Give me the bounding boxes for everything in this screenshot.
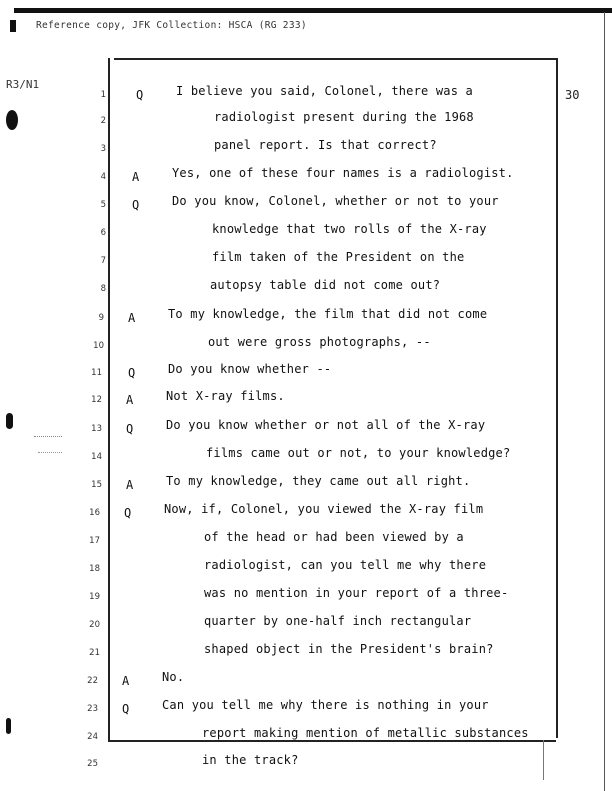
speaker-label: A [126, 478, 134, 492]
header-note: Reference copy, JFK Collection: HSCA (RG 233) [36, 20, 307, 31]
page-frame-top [114, 58, 558, 60]
transcript-line: quarter by one-half inch rectangular [204, 614, 472, 628]
margin-code: R3/N1 [6, 78, 40, 91]
line-number: 22 [87, 676, 98, 686]
transcript-line: report making mention of metallic substances [202, 726, 529, 740]
line-number: 3 [100, 144, 106, 154]
transcript-line: film taken of the President on the [212, 250, 465, 264]
line-number: 1 [100, 90, 106, 100]
line-number: 6 [100, 228, 106, 238]
transcript-line: Can you tell me why there is nothing in your [162, 698, 489, 712]
line-number: 9 [98, 313, 104, 323]
punch-hole [6, 718, 11, 734]
line-number: 20 [89, 620, 100, 630]
top-scan-border [14, 8, 612, 13]
speaker-label: Q [126, 422, 134, 436]
transcript-line: of the head or had been viewed by a [204, 530, 464, 544]
page-number: 30 [565, 88, 580, 102]
punch-hole [6, 110, 18, 130]
line-number: 10 [93, 341, 104, 351]
transcript-line: To my knowledge, they came out all right. [166, 474, 471, 488]
transcript-line: in the track? [202, 753, 299, 767]
line-number: 21 [89, 648, 100, 658]
transcript-line: was no mention in your report of a three- [204, 586, 509, 600]
scan-mark [10, 20, 16, 32]
scan-smudge [34, 436, 62, 438]
transcript-line: radiologist, can you tell me why there [204, 558, 487, 572]
transcript-line: Do you know, Colonel, whether or not to your [172, 194, 499, 208]
transcript-line: Not X-ray films. [166, 389, 285, 403]
line-number: 25 [87, 759, 98, 769]
transcript-line: Do you know whether -- [168, 362, 332, 376]
line-number: 13 [91, 424, 102, 434]
transcript-line: I believe you said, Colonel, there was a [176, 84, 473, 98]
page-frame-right [556, 58, 558, 738]
line-number: 14 [91, 452, 102, 462]
speaker-label: Q [136, 88, 144, 102]
speaker-label: A [132, 170, 140, 184]
page-frame-bottom [108, 740, 556, 742]
page-frame-left [108, 58, 110, 742]
line-number: 2 [100, 116, 106, 126]
line-number: 16 [89, 508, 100, 518]
line-number: 15 [91, 480, 102, 490]
page-edge [543, 740, 544, 780]
speaker-label: Q [128, 366, 136, 380]
transcript-line: Now, if, Colonel, you viewed the X-ray film [164, 502, 484, 516]
transcript-line: panel report. Is that correct? [214, 138, 437, 152]
transcript-line: Do you know whether or not all of the X-ray [166, 418, 486, 432]
transcript-line: To my knowledge, the film that did not come [168, 307, 488, 321]
transcript-line: films came out or not, to your knowledge? [206, 446, 511, 460]
line-number: 23 [87, 704, 98, 714]
line-number: 5 [100, 200, 106, 210]
transcript-line: out were gross photographs, -- [208, 335, 431, 349]
page-edge [604, 12, 605, 791]
transcript-line: Yes, one of these four names is a radiologist. [172, 166, 514, 180]
transcript-line: No. [162, 670, 185, 684]
line-number: 18 [89, 564, 100, 574]
transcript-line: autopsy table did not come out? [210, 278, 441, 292]
speaker-label: A [122, 674, 130, 688]
line-number: 19 [89, 592, 100, 602]
line-number: 11 [91, 368, 102, 378]
speaker-label: Q [132, 198, 140, 212]
transcript-line: knowledge that two rolls of the X-ray [212, 222, 487, 236]
speaker-label: A [128, 311, 136, 325]
punch-hole [6, 413, 13, 429]
speaker-label: Q [124, 506, 132, 520]
speaker-label: Q [122, 702, 130, 716]
transcript-line: shaped object in the President's brain? [204, 642, 494, 656]
line-number: 4 [100, 172, 106, 182]
line-number: 17 [89, 536, 100, 546]
line-number: 7 [100, 256, 106, 266]
line-number: 24 [87, 732, 98, 742]
line-number: 8 [100, 284, 106, 294]
speaker-label: A [126, 393, 134, 407]
transcript-line: radiologist present during the 1968 [214, 110, 474, 124]
line-number: 12 [91, 395, 102, 405]
scan-smudge [38, 452, 62, 454]
